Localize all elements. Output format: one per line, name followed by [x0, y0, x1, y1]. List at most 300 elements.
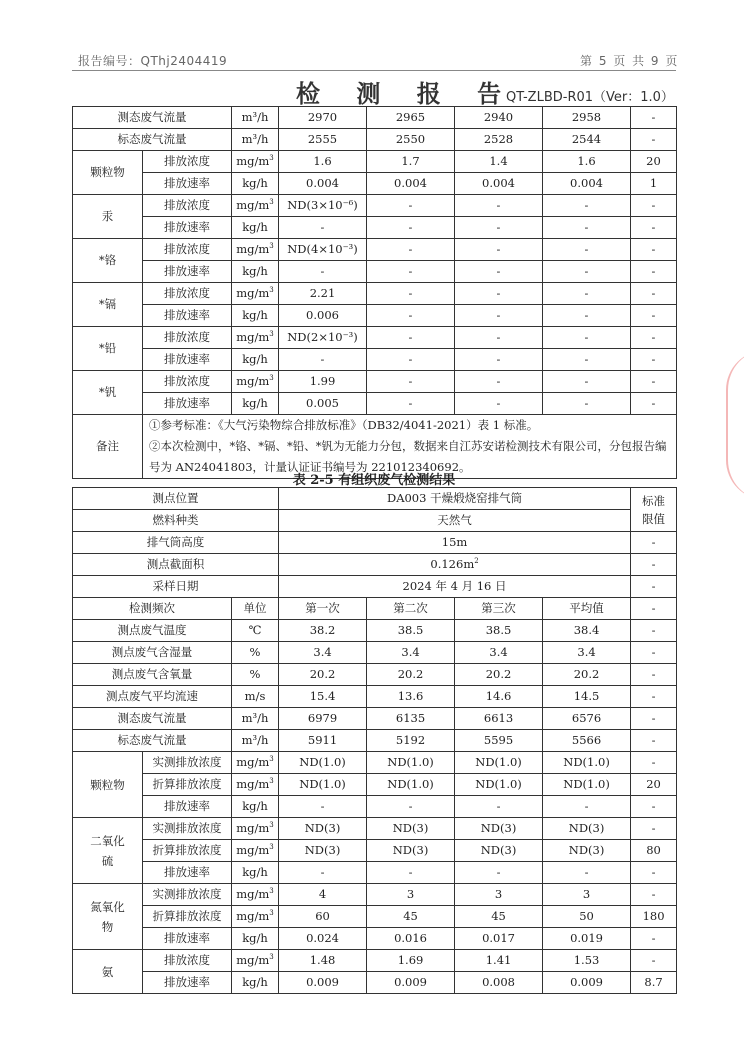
item-cell: 排放浓度 — [143, 327, 232, 349]
limit-cell: - — [631, 393, 677, 415]
value-cell: 6576 — [543, 708, 631, 730]
value-cell: ND(3) — [455, 818, 543, 840]
limit-header: 标准限值 — [631, 488, 677, 532]
info-row — [73, 488, 677, 510]
info-value: 天然气 — [279, 510, 631, 532]
pollutant-row — [73, 305, 677, 327]
limit-cell: 20 — [631, 151, 677, 173]
value-cell: - — [455, 327, 543, 349]
value-cell: - — [543, 305, 631, 327]
value-cell: 2528 — [455, 129, 543, 151]
unit-cell: $mg/m^3$ — [232, 774, 279, 796]
value-cell: 3.4 — [367, 642, 455, 664]
value-cell: - — [455, 796, 543, 818]
pollutant-row — [73, 327, 677, 349]
item-cell: 折算排放浓度 — [143, 840, 232, 862]
item-cell: 排放速率 — [143, 928, 232, 950]
limit-cell: - — [631, 950, 677, 972]
info-row — [73, 576, 677, 598]
value-cell: 3.4 — [543, 642, 631, 664]
unit-superscript: 3 — [269, 154, 274, 163]
unit-superscript: 3 — [269, 843, 274, 852]
value-cell: - — [455, 305, 543, 327]
pollutant-name: 氨 — [73, 950, 143, 994]
unit-cell: $mg/m^3$ — [232, 752, 279, 774]
value-cell: - — [455, 195, 543, 217]
unit-superscript: 3 — [269, 198, 274, 207]
value-cell: 0.016 — [367, 928, 455, 950]
value-cell: - — [367, 283, 455, 305]
value-cell: - — [367, 349, 455, 371]
value-cell: 38.4 — [543, 620, 631, 642]
item-cell: 排放速率 — [143, 173, 232, 195]
value-cell: - — [543, 327, 631, 349]
value-cell: 6979 — [279, 708, 367, 730]
pollutant-row — [73, 349, 677, 371]
value-cell: 2555 — [279, 129, 367, 151]
limit-cell: - — [631, 195, 677, 217]
value-cell: - — [543, 349, 631, 371]
limit-cell: - — [631, 107, 677, 129]
value-cell: 1.69 — [367, 950, 455, 972]
pollutant-row — [73, 884, 677, 906]
value-cell: 20.2 — [279, 664, 367, 686]
value-cell: ND(1.0) — [279, 752, 367, 774]
value-cell: 2940 — [455, 107, 543, 129]
value-cell: 14.6 — [455, 686, 543, 708]
value-cell: 5911 — [279, 730, 367, 752]
value-cell: 1.4 — [455, 151, 543, 173]
info-label: 排气筒高度 — [73, 532, 279, 554]
value-cell: 3 — [455, 884, 543, 906]
value-cell: ND(3) — [279, 840, 367, 862]
unit-cell: m³/h — [232, 107, 279, 129]
value-cell: - — [543, 239, 631, 261]
value-cell: 1.41 — [455, 950, 543, 972]
pollutant-row — [73, 151, 677, 173]
limit-cell: - — [631, 305, 677, 327]
unit-superscript: 3 — [269, 286, 274, 295]
item-cell: 排放速率 — [143, 349, 232, 371]
value-cell: 4 — [279, 884, 367, 906]
value-cell: 2544 — [543, 129, 631, 151]
value-cell: - — [367, 195, 455, 217]
info-value: 15m — [279, 532, 631, 554]
unit-superscript: 3 — [269, 821, 274, 830]
pollutant-name: 颗粒物 — [73, 151, 143, 195]
info-value: 2024 年 4 月 16 日 — [279, 576, 631, 598]
pollutant-row — [73, 796, 677, 818]
value-cell: ND(4×10⁻³) — [279, 239, 367, 261]
unit-cell: kg/h — [232, 928, 279, 950]
limit-cell: - — [631, 261, 677, 283]
limit-cell: - — [631, 708, 677, 730]
value-cell: 0.019 — [543, 928, 631, 950]
table-caption: 表 2-5 有组织废气检测结果 — [292, 473, 456, 488]
row-label: 测点废气含湿量 — [73, 642, 232, 664]
limit-cell: 80 — [631, 840, 677, 862]
value-cell: 1.6 — [543, 151, 631, 173]
header-item: 检测频次 — [73, 598, 232, 620]
note-line: ①参考标准：《大气污染物综合排放标准》（DB32/4041-2021）表 1 标准。 — [149, 418, 539, 432]
limit-cell: - — [631, 730, 677, 752]
pollutant-name: 氮氧化物 — [73, 884, 143, 950]
unit-cell: kg/h — [232, 217, 279, 239]
value-cell: 20.2 — [543, 664, 631, 686]
unit-cell: $mg/m^3$ — [232, 884, 279, 906]
row-label: 测态废气流量 — [73, 708, 232, 730]
info-label: 燃料种类 — [73, 510, 279, 532]
row-label: 测态废气流量 — [73, 107, 232, 129]
value-cell: 0.004 — [367, 173, 455, 195]
value-cell: - — [455, 371, 543, 393]
item-cell: 排放浓度 — [143, 151, 232, 173]
flow-row — [73, 129, 677, 151]
value-cell: 0.004 — [279, 173, 367, 195]
emission-table-1 — [72, 106, 677, 479]
unit-cell: $mg/m^3$ — [232, 840, 279, 862]
unit-cell: m³/h — [232, 730, 279, 752]
item-cell: 排放浓度 — [143, 239, 232, 261]
value-cell: 3 — [367, 884, 455, 906]
seal-stamp — [726, 350, 744, 500]
document-code: QT-ZLBD-R01（Ver：1.0） — [506, 90, 674, 105]
pollutant-name: 二氧化硫 — [73, 818, 143, 884]
value-cell: - — [367, 261, 455, 283]
column-header-row — [73, 598, 677, 620]
value-cell: 0.017 — [455, 928, 543, 950]
value-cell: - — [279, 862, 367, 884]
pollutant-row — [73, 972, 677, 994]
value-cell: 38.5 — [455, 620, 543, 642]
value-cell: 60 — [279, 906, 367, 928]
value-cell: 5595 — [455, 730, 543, 752]
value-cell: 2965 — [367, 107, 455, 129]
unit-cell: $mg/m^3$ — [232, 950, 279, 972]
item-cell: 排放速率 — [143, 972, 232, 994]
note-label: 备注 — [73, 415, 143, 479]
row-label: 测点废气平均流速 — [73, 686, 232, 708]
limit-cell: 8.7 — [631, 972, 677, 994]
value-cell: 45 — [455, 906, 543, 928]
unit-cell: kg/h — [232, 393, 279, 415]
unit-cell: $mg/m^3$ — [232, 239, 279, 261]
value-cell: 0.024 — [279, 928, 367, 950]
unit-cell: kg/h — [232, 796, 279, 818]
pollutant-row — [73, 774, 677, 796]
unit-superscript: 2 — [474, 557, 479, 566]
limit-cell: - — [631, 283, 677, 305]
info-row — [73, 532, 677, 554]
item-cell: 实测排放浓度 — [143, 752, 232, 774]
pollutant-row — [73, 217, 677, 239]
value-cell: - — [455, 862, 543, 884]
value-cell: 45 — [367, 906, 455, 928]
value-cell: - — [455, 239, 543, 261]
value-cell: - — [543, 217, 631, 239]
unit-superscript: 3 — [269, 909, 274, 918]
header-average: 平均值 — [543, 598, 631, 620]
unit-superscript: 3 — [269, 777, 274, 786]
value-cell: - — [367, 862, 455, 884]
value-cell: - — [543, 393, 631, 415]
value-cell: 5192 — [367, 730, 455, 752]
unit-cell: $mg/m^3$ — [232, 327, 279, 349]
row-label: 测点废气含氧量 — [73, 664, 232, 686]
limit-cell: - — [631, 327, 677, 349]
pollutant-row — [73, 195, 677, 217]
item-cell: 折算排放浓度 — [143, 774, 232, 796]
unit-cell: kg/h — [232, 862, 279, 884]
pollutant-name: 汞 — [73, 195, 143, 239]
limit-cell: - — [631, 239, 677, 261]
value-cell: - — [543, 796, 631, 818]
value-cell: 1.99 — [279, 371, 367, 393]
unit-cell: % — [232, 642, 279, 664]
value-cell: 0.009 — [543, 972, 631, 994]
value-cell: - — [543, 261, 631, 283]
limit-cell: - — [631, 532, 677, 554]
unit-cell: $mg/m^3$ — [232, 371, 279, 393]
value-cell: ND(3×10⁻⁶) — [279, 195, 367, 217]
unit-cell: $mg/m^3$ — [232, 151, 279, 173]
report-number: 报告编号：QThj2404419 — [78, 54, 228, 68]
value-cell: ND(1.0) — [279, 774, 367, 796]
emission-table-2 — [72, 487, 677, 994]
item-cell: 排放速率 — [143, 261, 232, 283]
value-cell: 20.2 — [455, 664, 543, 686]
unit-cell: % — [232, 664, 279, 686]
unit-cell: kg/h — [232, 972, 279, 994]
value-cell: ND(1.0) — [455, 752, 543, 774]
value-cell: 3.4 — [455, 642, 543, 664]
pollutant-row — [73, 371, 677, 393]
item-cell: 排放速率 — [143, 217, 232, 239]
limit-cell: - — [631, 620, 677, 642]
pollutant-row — [73, 862, 677, 884]
item-cell: 实测排放浓度 — [143, 818, 232, 840]
pollutant-row — [73, 818, 677, 840]
value-cell: ND(3) — [543, 840, 631, 862]
value-cell: ND(3) — [543, 818, 631, 840]
pollutant-name: *镉 — [73, 283, 143, 327]
value-cell: - — [279, 261, 367, 283]
limit-cell: - — [631, 796, 677, 818]
item-cell: 折算排放浓度 — [143, 906, 232, 928]
info-label: 测点位置 — [73, 488, 279, 510]
unit-cell: kg/h — [232, 305, 279, 327]
unit-superscript: 3 — [269, 953, 274, 962]
info-value: DA003 干燥煅烧窑排气筒 — [279, 488, 631, 510]
value-cell: - — [543, 371, 631, 393]
item-cell: 实测排放浓度 — [143, 884, 232, 906]
value-cell: 6135 — [367, 708, 455, 730]
info-row — [73, 554, 677, 576]
item-cell: 排放速率 — [143, 393, 232, 415]
note-line: ②本次检测中，*铬、*镉、*铅、*钒为无能力分包，数据来自江苏安诺检测技术有限公司，分包报告编号为 AN24041803，计量认证证书编号为 221012340692。 — [149, 439, 667, 474]
pollutant-name: *铅 — [73, 327, 143, 371]
limit-cell: - — [631, 642, 677, 664]
row-label: 测点废气温度 — [73, 620, 232, 642]
header-divider — [72, 70, 676, 71]
value-cell: 0.004 — [543, 173, 631, 195]
limit-cell: - — [631, 349, 677, 371]
info-row — [73, 510, 677, 532]
pollutant-row — [73, 950, 677, 972]
pollutant-row — [73, 840, 677, 862]
value-cell: - — [279, 349, 367, 371]
value-cell: 0.009 — [279, 972, 367, 994]
flow-row — [73, 107, 677, 129]
limit-cell: - — [631, 928, 677, 950]
unit-superscript: 3 — [269, 755, 274, 764]
header-third: 第三次 — [455, 598, 543, 620]
value-cell: 0.009 — [367, 972, 455, 994]
limit-cell: - — [631, 752, 677, 774]
measurement-row — [73, 730, 677, 752]
value-cell: 15.4 — [279, 686, 367, 708]
unit-cell: kg/h — [232, 261, 279, 283]
info-label: 测点截面积 — [73, 554, 279, 576]
unit-cell: $mg/m^3$ — [232, 283, 279, 305]
unit-cell: m/s — [232, 686, 279, 708]
value-cell: 6613 — [455, 708, 543, 730]
value-cell: - — [367, 239, 455, 261]
limit-cell: - — [631, 129, 677, 151]
item-cell: 排放速率 — [143, 796, 232, 818]
value-cell: 2970 — [279, 107, 367, 129]
limit-cell: - — [631, 371, 677, 393]
header-unit: 单位 — [232, 598, 279, 620]
value-cell: 0.004 — [455, 173, 543, 195]
pollutant-name: *铬 — [73, 239, 143, 283]
value-cell: 0.008 — [455, 972, 543, 994]
row-label: 标态废气流量 — [73, 730, 232, 752]
unit-cell: kg/h — [232, 349, 279, 371]
value-cell: 1.48 — [279, 950, 367, 972]
pollutant-row — [73, 261, 677, 283]
limit-cell: - — [631, 217, 677, 239]
limit-cell: 180 — [631, 906, 677, 928]
unit-superscript: 3 — [269, 887, 274, 896]
limit-cell: - — [631, 862, 677, 884]
value-cell: 1.6 — [279, 151, 367, 173]
pollutant-row — [73, 928, 677, 950]
pollutant-row — [73, 283, 677, 305]
value-cell: 0.005 — [279, 393, 367, 415]
value-cell: - — [455, 283, 543, 305]
value-cell: ND(3) — [455, 840, 543, 862]
measurement-row — [73, 642, 677, 664]
pollutant-row — [73, 752, 677, 774]
value-cell: ND(1.0) — [543, 774, 631, 796]
measurement-row — [73, 708, 677, 730]
value-cell: - — [455, 217, 543, 239]
value-cell: ND(1.0) — [367, 774, 455, 796]
value-cell: - — [543, 195, 631, 217]
info-label: 采样日期 — [73, 576, 279, 598]
item-cell: 排放浓度 — [143, 371, 232, 393]
limit-cell: 1 — [631, 173, 677, 195]
header-limit: - — [631, 598, 677, 620]
pollutant-name: 颗粒物 — [73, 752, 143, 818]
value-cell: ND(1.0) — [367, 752, 455, 774]
measurement-row — [73, 686, 677, 708]
header-first: 第一次 — [279, 598, 367, 620]
value-cell: - — [455, 393, 543, 415]
measurement-row — [73, 664, 677, 686]
limit-cell: - — [631, 884, 677, 906]
value-cell: - — [367, 217, 455, 239]
value-cell: - — [543, 862, 631, 884]
value-cell: - — [367, 371, 455, 393]
measurement-row — [73, 620, 677, 642]
limit-cell: - — [631, 554, 677, 576]
item-cell: 排放浓度 — [143, 195, 232, 217]
value-cell: ND(1.0) — [455, 774, 543, 796]
value-cell: 2550 — [367, 129, 455, 151]
unit-cell: $mg/m^3$ — [232, 906, 279, 928]
value-cell: - — [279, 217, 367, 239]
value-cell: - — [455, 349, 543, 371]
pollutant-row — [73, 393, 677, 415]
item-cell: 排放浓度 — [143, 283, 232, 305]
limit-cell: - — [631, 818, 677, 840]
pollutant-name: *钒 — [73, 371, 143, 415]
limit-cell: - — [631, 686, 677, 708]
limit-cell: - — [631, 576, 677, 598]
limit-cell: 20 — [631, 774, 677, 796]
value-cell: 38.5 — [367, 620, 455, 642]
value-cell: - — [367, 796, 455, 818]
pollutant-row — [73, 906, 677, 928]
value-cell: - — [279, 796, 367, 818]
page-info: 第 5 页 共 9 页 — [580, 54, 678, 68]
report-title: 检 测 报 告 — [296, 79, 516, 108]
pollutant-row — [73, 239, 677, 261]
unit-cell: $mg/m^3$ — [232, 818, 279, 840]
pollutant-row — [73, 173, 677, 195]
value-cell: - — [367, 305, 455, 327]
item-cell: 排放速率 — [143, 305, 232, 327]
value-cell: 2958 — [543, 107, 631, 129]
value-cell: 2.21 — [279, 283, 367, 305]
header-second: 第二次 — [367, 598, 455, 620]
value-cell: 13.6 — [367, 686, 455, 708]
unit-cell: ℃ — [232, 620, 279, 642]
value-cell: ND(3) — [279, 818, 367, 840]
value-cell: 14.5 — [543, 686, 631, 708]
unit-cell: $mg/m^3$ — [232, 195, 279, 217]
value-cell: - — [367, 327, 455, 349]
value-cell: 5566 — [543, 730, 631, 752]
value-cell: 3.4 — [279, 642, 367, 664]
info-value: $0.126m^2$ — [279, 554, 631, 576]
value-cell: 1.53 — [543, 950, 631, 972]
unit-superscript: 3 — [269, 242, 274, 251]
value-cell: 0.006 — [279, 305, 367, 327]
limit-cell: - — [631, 664, 677, 686]
row-label: 标态废气流量 — [73, 129, 232, 151]
unit-superscript: 3 — [269, 330, 274, 339]
value-cell: 50 — [543, 906, 631, 928]
value-cell: 38.2 — [279, 620, 367, 642]
value-cell: ND(3) — [367, 818, 455, 840]
value-cell: ND(1.0) — [543, 752, 631, 774]
item-cell: 排放浓度 — [143, 950, 232, 972]
unit-cell: kg/h — [232, 173, 279, 195]
value-cell: 20.2 — [367, 664, 455, 686]
